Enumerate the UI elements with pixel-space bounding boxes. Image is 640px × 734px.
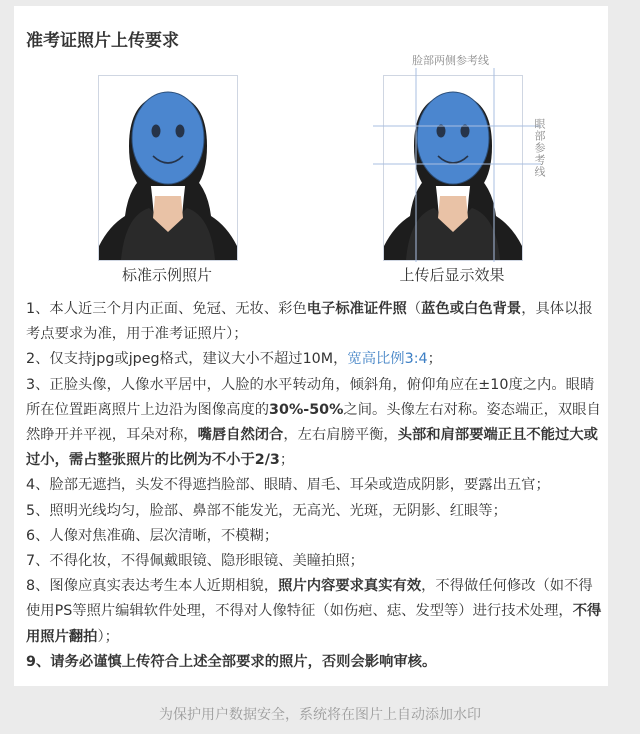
emphasis-text: 电子标准证件照 [306, 301, 407, 317]
rule-text: ）； [97, 628, 119, 645]
rule-text: ； [279, 452, 295, 469]
emphasis-text: 头部和肩部要端正且不能过大或过小，需占整张照片的比例为不小于2/3 [26, 427, 598, 469]
requirement-item [26, 499, 602, 524]
requirement-item [26, 524, 602, 549]
rule-text: 5、照明光线均匀，脸部、鼻部不能发光，无高光、光斑，无阴影、红眼等； [26, 502, 507, 519]
highlight-text: 宽高比例3:4 [347, 351, 428, 368]
rule-text: 8、图像应真实表达考生本人近期相貌， [26, 578, 279, 595]
portrait-illustration [99, 76, 237, 260]
requirement-item [26, 373, 602, 474]
face-guide-label: 脸部两侧参考线 [412, 54, 489, 67]
rule-text: 4、脸部无遮挡，头发不得遮挡脸部、眼睛、眉毛、耳朵或造成阴影，要露出五官； [26, 477, 550, 494]
emphasis-text: 蓝色或白色背景 [421, 301, 522, 317]
emphasis-text: 30%-50% [269, 401, 344, 418]
rule-text: （ [406, 301, 422, 317]
rule-text: 7、不得化妆，不得佩戴眼镜、隐形眼镜、美瞳拍照； [26, 553, 364, 570]
requirement-item [26, 297, 602, 347]
sample-photo-caption: 标准示例照片 [121, 266, 212, 284]
face-placeholder [132, 92, 204, 184]
rule-text: 之间。头像左右对称。姿态端正，双眼自然睁开并平视，耳朵对称， [26, 401, 601, 444]
requirement-item [26, 473, 602, 498]
sample-photo [98, 75, 238, 261]
page-title: 准考证照片上传要求 [26, 31, 179, 51]
requirement-item [26, 549, 602, 574]
requirements-list [26, 297, 602, 675]
rule-text: ； [427, 351, 442, 368]
rule-text: ，左右肩膀平衡， [283, 427, 398, 444]
rule-text: 3、正脸头像，人像水平居中，人脸的水平转动角，倾斜角，俯仰角应在±10度之内。眼睛所在位置距离照片上边沿为图像高度的 [26, 376, 595, 418]
result-photo-caption: 上传后显示效果 [399, 266, 505, 284]
requirement-item [26, 574, 602, 650]
guide-lines [369, 64, 544, 264]
rule-text: 2、仅支持jpg或jpeg格式，建议大小不超过10M， [26, 351, 348, 368]
emphasis-text: 照片内容要求真实有效 [278, 578, 422, 595]
eye-guide-label: 眼部参考线 [533, 118, 546, 178]
rule-text: ，不得做任何修改（如不得使用PS等照片编辑软件处理，不得对人像特征（如伤疤、痣、发型等）进行技术处理， [26, 578, 593, 620]
emphasis-text: 9、请务必谨慎上传符合上述全部要求的照片，否则会影响审核。 [26, 653, 437, 670]
emphasis-text: 不得用照片翻拍 [26, 603, 602, 645]
requirement-item [26, 347, 602, 372]
rule-text: ，具体以报考点要求为准，用于准考证照片）； [26, 301, 593, 343]
watermark-notice: 为保护用户数据安全，系统将在图片上自动添加水印 [159, 707, 481, 723]
requirements-card [14, 6, 608, 686]
emphasis-text: 嘴唇自然闭合 [197, 427, 284, 444]
rule-text: 6、人像对焦准确、层次清晰，不模糊； [26, 527, 279, 544]
requirement-item [26, 650, 602, 675]
rule-text: 1、本人近三个月内正面、免冠、无妆、彩色 [26, 301, 307, 317]
